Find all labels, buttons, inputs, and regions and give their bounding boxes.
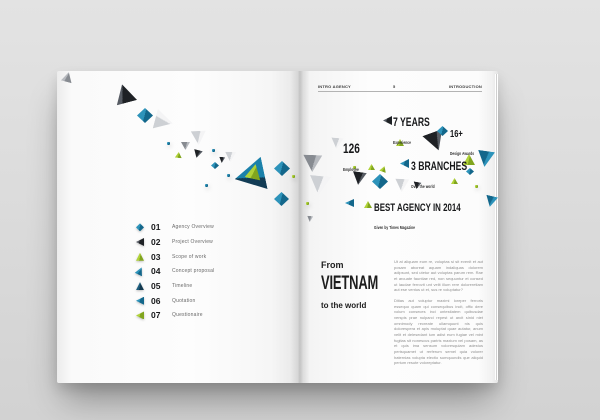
toc-label: Timeline [172, 283, 193, 290]
table-of-contents [136, 220, 214, 323]
toc-item-questionaire [136, 308, 214, 323]
toc-label: Quotation [172, 297, 196, 304]
stat-branches-value: 3 BRANCHES [411, 159, 468, 173]
toc-item-concept-proposal [136, 264, 214, 279]
stat-best-agency-value: BEST AGENCY IN 2014 [374, 202, 461, 214]
body-paragraph: Ditias aut voluptur maximi loreper ferroris essequo quam qui consequibus incit, offic dere volum conseces inci untestiatem quibusdae verspis prae nulparci repest ut arcit sinid niet omnimody recreate ullamquunt nis quis dolorespera et apis moluptat quae autatur, anum velit et delesedant ium adist eum fugiae vel mint fugitas sit nonescus pariris maxium vel posam, as et quis ima sensum voloresquiam adestus perisquamet ut rerferum semel quia volorer haternias volupta electio sumquundis que aliquid perium resute voloreptatur. [394, 298, 483, 366]
stat-employees [343, 140, 366, 176]
header-page-number: 5 [393, 84, 396, 89]
arrow-green-icon [136, 311, 145, 319]
diamond-teal-icon [136, 223, 145, 231]
toc-label: Agency Overview [172, 224, 214, 231]
toc-number: 05 [151, 281, 161, 292]
triangle-dark-icon [136, 238, 145, 246]
stat-years-value: 7 YEARS [393, 115, 430, 129]
header-brochure-title: INTRO AGENCY [318, 84, 351, 89]
toc-item-agency-overview [136, 220, 214, 235]
stat-years [393, 113, 444, 149]
toc-label: Concept proposal [172, 268, 215, 275]
cube-dot-shape [227, 174, 230, 177]
toc-number: 04 [151, 266, 161, 277]
cube-dot-shape [167, 142, 170, 145]
toc-number: 02 [151, 237, 161, 248]
headline-pre: From [321, 260, 344, 270]
triangle-navy-icon [136, 282, 145, 290]
toc-number: 03 [151, 251, 161, 262]
toc-item-project-overview [136, 235, 214, 250]
stat-employees-label: Employee [343, 167, 359, 172]
toc-item-quotation [136, 293, 214, 308]
triangle-green-icon [136, 253, 145, 261]
stat-awards-value: 16+ [450, 128, 463, 140]
header-divider [318, 91, 482, 92]
toc-number: 01 [151, 222, 161, 233]
toc-label: Project Overview [172, 239, 213, 246]
arrow-teal-icon [136, 297, 145, 305]
brochure-spread [57, 71, 498, 383]
stat-awards-label: Design Awards [450, 151, 475, 156]
cube-dot-shape [212, 149, 215, 152]
stat-best-agency-label: Given by Times Magazine [374, 225, 416, 230]
stat-best-agency [374, 198, 494, 234]
triangle-teal-icon [136, 267, 145, 275]
stat-years-label: Experience [393, 140, 412, 145]
stat-awards [450, 124, 484, 160]
cube-dot-shape [292, 175, 295, 178]
spine-shadow [290, 71, 310, 383]
stat-branches-label: Over the world [411, 184, 435, 189]
toc-item-timeline [136, 279, 214, 294]
cube-dot-shape [205, 184, 208, 187]
headline-post: to the world [321, 301, 367, 310]
body-paragraph: Ut at aliquam eum re, voluptas si sit evenit et aut posam aboreat aquam indaliquas dolorem adipsunt, sed utetur aut voluptas parum rem. Rae et arcuate fauntiae red, non sequuntur et consed ut laudae ferrovit unt velit illum rere doloreretiam aut ese ventus ut et, sus re voluptatur? [394, 259, 483, 293]
toc-label: Scope of work [172, 253, 207, 260]
headline-block [321, 255, 405, 313]
toc-item-scope-of-work [136, 249, 214, 264]
toc-number: 07 [151, 310, 161, 321]
page-edges [495, 74, 498, 380]
header-section-title: INTRODUCTION [448, 84, 482, 89]
toc-label: Questionaire [172, 312, 203, 319]
stat-branches [411, 157, 489, 193]
toc-number: 06 [151, 295, 161, 306]
cube-dot-shape [306, 202, 309, 205]
stat-employees-value: 126 [343, 140, 360, 156]
body-text-column [394, 259, 483, 371]
headline-main: VIETNAM [321, 273, 379, 294]
